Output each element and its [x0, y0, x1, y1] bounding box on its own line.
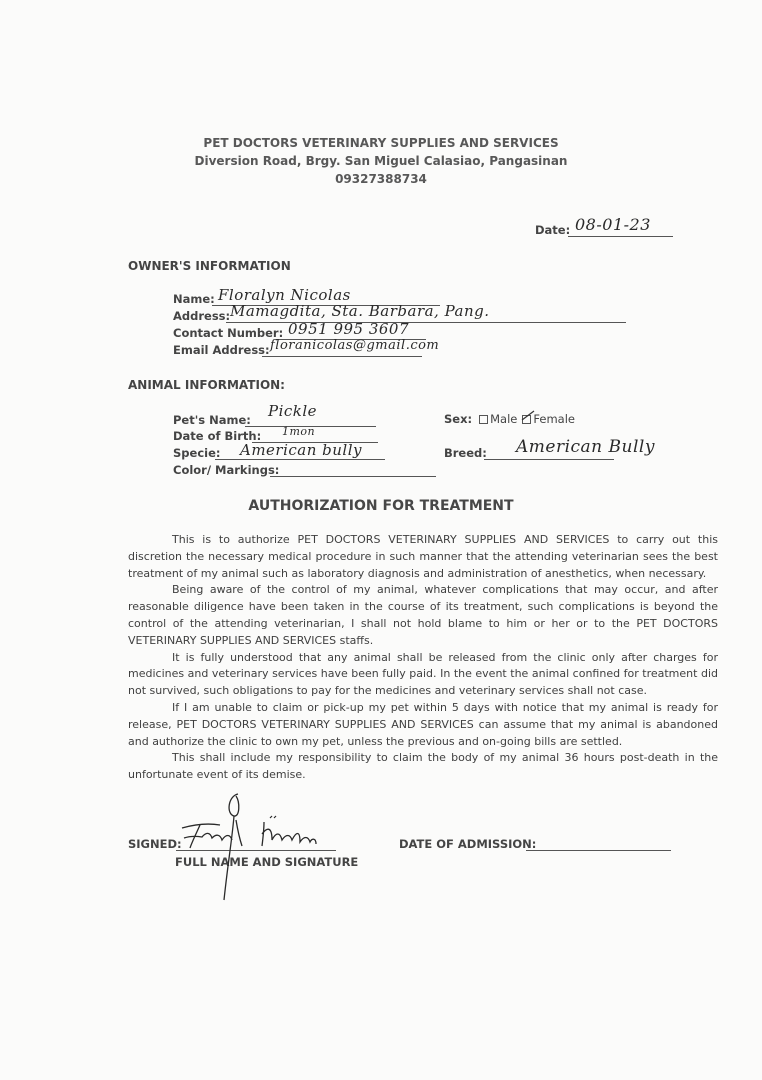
check-mark-icon: [521, 410, 535, 424]
male-option-label: Male: [490, 412, 518, 426]
clinic-phone: 09327388734: [335, 172, 427, 186]
owner-address-label: Address:: [173, 309, 231, 323]
authorization-title: AUTHORIZATION FOR TREATMENT: [248, 498, 514, 514]
signature-caption: FULL NAME AND SIGNATURE: [175, 855, 359, 869]
authorization-body: [128, 532, 718, 784]
pet-name-label: Pet's Name:: [173, 413, 251, 427]
female-checkbox[interactable]: [522, 415, 531, 424]
sex-field: [444, 412, 575, 426]
pet-name-value: Pickle: [268, 402, 318, 420]
owner-email-line: [262, 356, 422, 357]
authorization-paragraph: This is to authorize PET DOCTORS VETERINARY SUPPLIES AND SERVICES to carry out this discretion the necessary medical procedure in such manner that the attending veterinarian sees the best treatment of my animal such as laboratory diagnosis and administration of anesthetics, when necessary.: [128, 533, 718, 580]
owner-name-value: Floralyn Nicolas: [218, 286, 351, 304]
date-line: [568, 236, 673, 237]
owner-contact-label: Contact Number:: [173, 326, 284, 340]
owner-email-value: floranicolas@gmail.com: [270, 338, 440, 353]
authorization-paragraph: It is fully understood that any animal shall be released from the clinic only after charges for medicines and veterinary services have been fully paid. In the event the animal confined for treatment did not survived, such obligations to pay for the medicines and veterinary services shall not case.: [128, 650, 718, 698]
specie-label: Specie:: [173, 446, 221, 460]
animal-section-heading: ANIMAL INFORMATION:: [128, 378, 285, 392]
color-markings-label: Color/ Markings:: [173, 463, 280, 477]
clinic-name: PET DOCTORS VETERINARY SUPPLIES AND SERVICES: [203, 136, 559, 150]
date-label: Date:: [535, 223, 571, 237]
female-option-label: Female: [533, 412, 575, 426]
dob-label: Date of Birth:: [173, 429, 262, 443]
date-of-admission-label: DATE OF ADMISSION:: [399, 837, 537, 851]
specie-line: [215, 459, 385, 460]
sex-label: Sex:: [444, 412, 473, 426]
breed-value: American Bully: [516, 437, 655, 457]
male-checkbox[interactable]: [479, 415, 488, 424]
owner-name-label: Name:: [173, 292, 215, 306]
signed-label: SIGNED:: [128, 837, 182, 851]
authorization-paragraph: If I am unable to claim or pick-up my pet within 5 days with notice that my animal is ready for release, PET DOCTORS VETERINARY SUPPLIES AND SERVICES can assume that my animal is abandoned and authorize the clinic to own my pet, unless the previous and on-going bills are settled.: [128, 700, 718, 748]
owner-email-label: Email Address:: [173, 343, 270, 357]
owner-address-value: Mamagdita, Sta. Barbara, Pang.: [230, 302, 490, 320]
owner-section-heading: OWNER'S INFORMATION: [128, 259, 291, 273]
breed-line: [484, 459, 614, 460]
authorization-paragraph: This shall include my responsibility to claim the body of my animal 36 hours post-death in the unfortunate event of its demise.: [128, 751, 718, 782]
date-value: 08-01-23: [575, 215, 651, 234]
owner-contact-value: 0951 995 3607: [288, 320, 410, 338]
breed-label: Breed:: [444, 446, 487, 460]
color-markings-line: [270, 476, 436, 477]
owner-address-line: [226, 322, 626, 323]
specie-value: American bully: [240, 441, 363, 459]
clinic-address: Diversion Road, Brgy. San Miguel Calasiao, Pangasinan: [194, 154, 568, 168]
authorization-paragraph: Being aware of the control of my animal, whatever complications that may occur, and after reasonable diligence have been taken in the course of its treatment, such complications is beyond the control of the attending veterinarian, I shall not hold blame to him or her or to the PET DOCTORS VETERINARY SUPPLIES AND SERVICES staffs.: [128, 583, 718, 647]
dob-value: 1mon: [282, 425, 316, 438]
date-of-admission-line: [526, 850, 671, 851]
handwritten-signature: [176, 790, 346, 905]
